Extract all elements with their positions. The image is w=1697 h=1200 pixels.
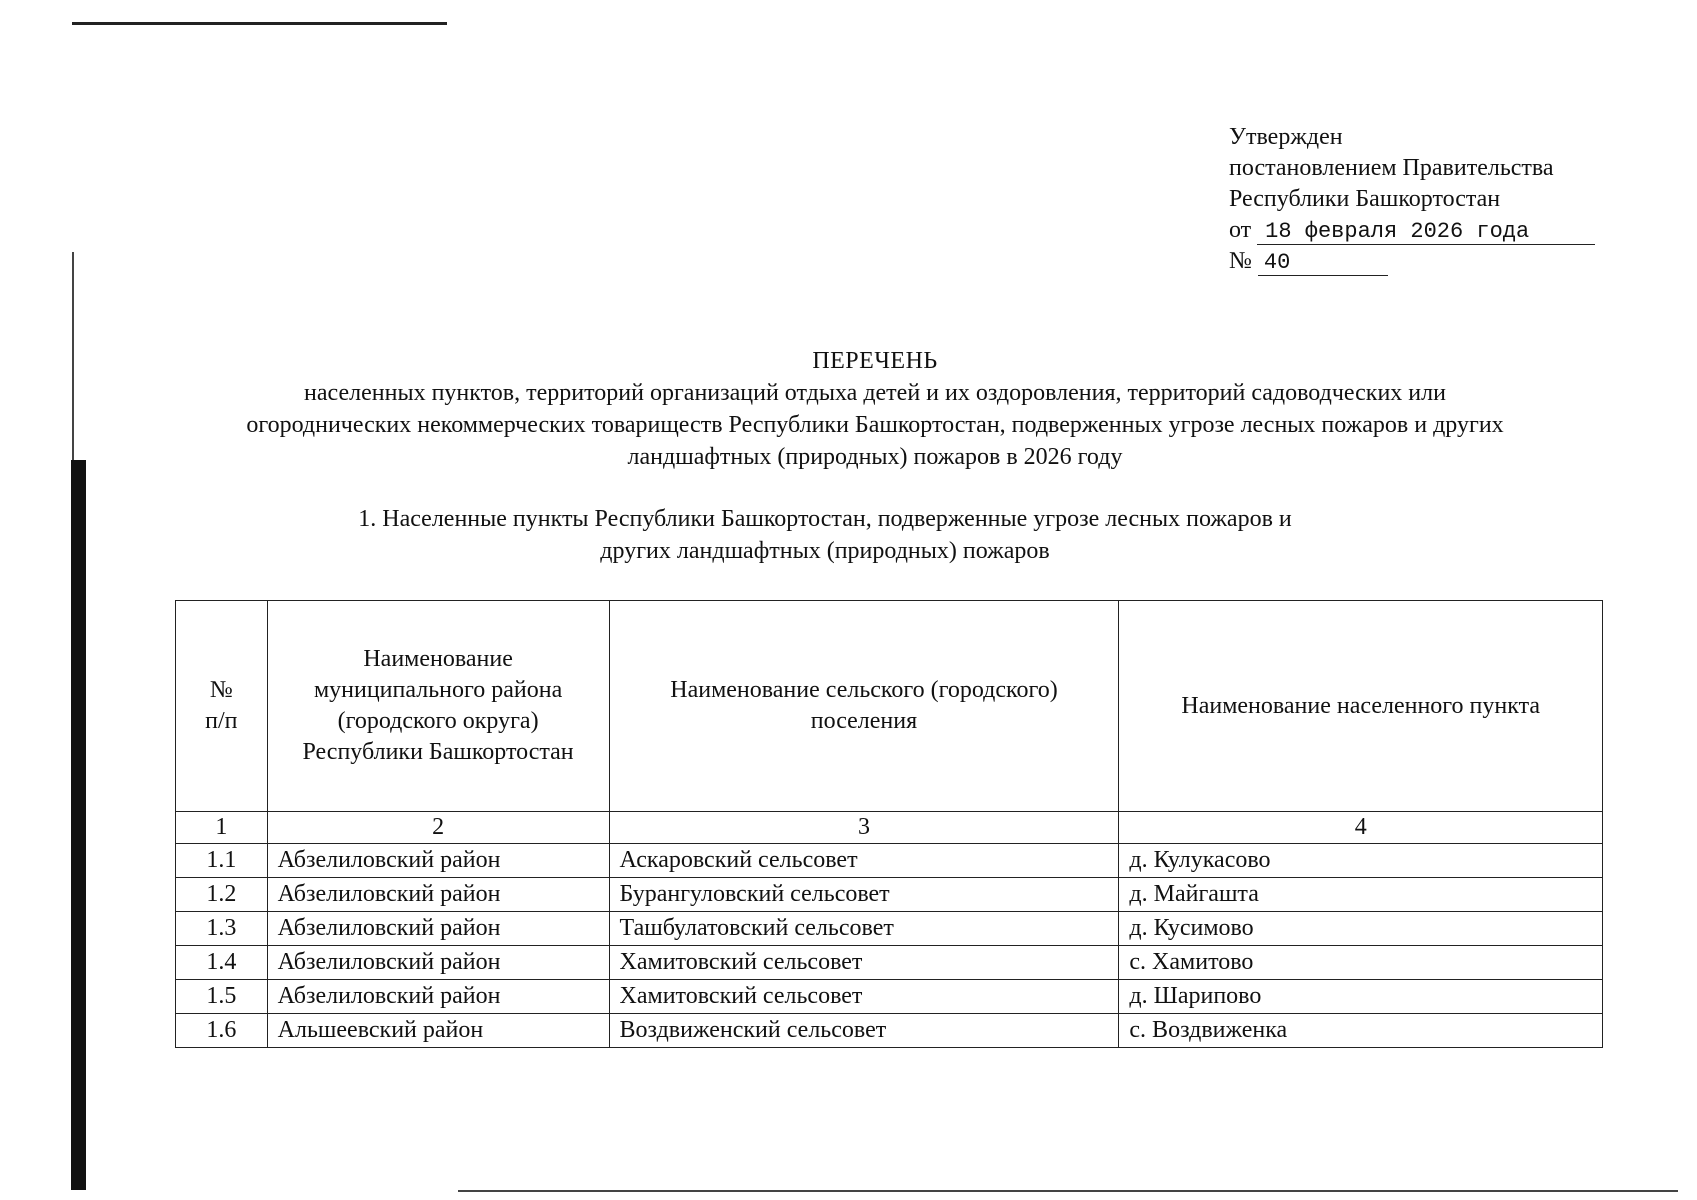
approval-date-line	[1229, 215, 1595, 246]
cell-district: Абзелиловский район	[267, 912, 609, 946]
header-district	[267, 601, 609, 812]
section-heading	[200, 503, 1450, 567]
approval-number-line	[1229, 246, 1595, 277]
cell-locality: д. Шарипово	[1119, 980, 1603, 1014]
table-row	[176, 946, 1603, 980]
document-title	[150, 345, 1600, 473]
header-locality-line: Наименование населенного пункта	[1181, 692, 1541, 719]
header-district-line: Республики Башкортостан	[302, 739, 574, 765]
cell-num: 1.3	[176, 912, 268, 946]
cell-settlement: Воздвиженский сельсовет	[609, 1014, 1119, 1048]
approval-line-1: Утвержден	[1229, 124, 1343, 150]
cell-settlement: Аскаровский сельсовет	[609, 844, 1119, 878]
approval-line-3: Республики Башкортостан	[1229, 186, 1501, 212]
header-settlement-line: Наименование сельского (городского)	[670, 677, 1058, 703]
cell-num: 1.2	[176, 878, 268, 912]
column-number-row	[176, 812, 1603, 844]
table-row	[176, 844, 1603, 878]
cell-settlement: Хамитовский сельсовет	[609, 946, 1119, 980]
cell-num: 1.1	[176, 844, 268, 878]
cell-locality: д. Кулукасово	[1119, 844, 1603, 878]
header-settlement-line: поселения	[810, 708, 918, 734]
localities-table	[175, 600, 1603, 1048]
cell-district: Абзелиловский район	[267, 946, 609, 980]
scan-artifact-left-thin-line	[72, 252, 74, 462]
cell-district: Абзелиловский район	[267, 844, 609, 878]
header-district-line: муниципального района	[313, 677, 563, 703]
approval-number-prefix: №	[1229, 248, 1252, 274]
column-number: 1	[176, 812, 268, 844]
title-line-2: огороднических некоммерческих товариществ Республики Башкортостан, подверженных угрозе лесных пожаров и других	[246, 412, 1504, 438]
table-row	[176, 1014, 1603, 1048]
cell-locality: д. Кусимово	[1119, 912, 1603, 946]
cell-settlement: Ташбулатовский сельсовет	[609, 912, 1119, 946]
header-num	[176, 601, 268, 812]
approval-number-value: 40	[1258, 251, 1388, 276]
column-number: 4	[1119, 812, 1603, 844]
cell-num: 1.6	[176, 1014, 268, 1048]
scan-artifact-bottom-line	[458, 1190, 1678, 1192]
header-num-line: п/п	[205, 708, 238, 734]
cell-district: Абзелиловский район	[267, 980, 609, 1014]
title-heading: ПЕРЕЧЕНЬ	[812, 348, 938, 374]
cell-locality: д. Майгашта	[1119, 878, 1603, 912]
cell-num: 1.4	[176, 946, 268, 980]
title-line-1: населенных пунктов, территорий организаций отдыха детей и их оздоровления, территорий садоводческих или	[304, 380, 1446, 406]
cell-settlement: Бурангуловский сельсовет	[609, 878, 1119, 912]
header-district-line: Наименование	[363, 646, 513, 672]
table-row	[176, 980, 1603, 1014]
cell-settlement: Хамитовский сельсовет	[609, 980, 1119, 1014]
scan-artifact-left-bar	[71, 460, 86, 1190]
table-row	[176, 878, 1603, 912]
approval-line-2: постановлением Правительства	[1229, 155, 1554, 181]
cell-locality: с. Воздвиженка	[1119, 1014, 1603, 1048]
header-district-line: (городского округа)	[337, 708, 539, 734]
header-settlement	[609, 601, 1119, 812]
section-heading-line-2: других ландшафтных (природных) пожаров	[600, 538, 1050, 564]
cell-district: Альшеевский район	[267, 1014, 609, 1048]
cell-district: Абзелиловский район	[267, 878, 609, 912]
column-number: 2	[267, 812, 609, 844]
approval-date-value: 18 февраля 2026 года	[1257, 220, 1595, 245]
header-locality	[1119, 601, 1603, 812]
approval-date-prefix: от	[1229, 217, 1252, 243]
table-header-row	[176, 601, 1603, 812]
cell-num: 1.5	[176, 980, 268, 1014]
section-heading-line-1: 1. Населенные пункты Республики Башкортостан, подверженные угрозе лесных пожаров и	[358, 506, 1292, 532]
title-line-3: ландшафтных (природных) пожаров в 2026 году	[627, 444, 1123, 470]
cell-locality: с. Хамитово	[1119, 946, 1603, 980]
approval-stamp	[1229, 122, 1595, 277]
table-row	[176, 912, 1603, 946]
scan-artifact-top-line	[72, 22, 447, 25]
column-number: 3	[609, 812, 1119, 844]
header-num-line: №	[209, 677, 233, 703]
